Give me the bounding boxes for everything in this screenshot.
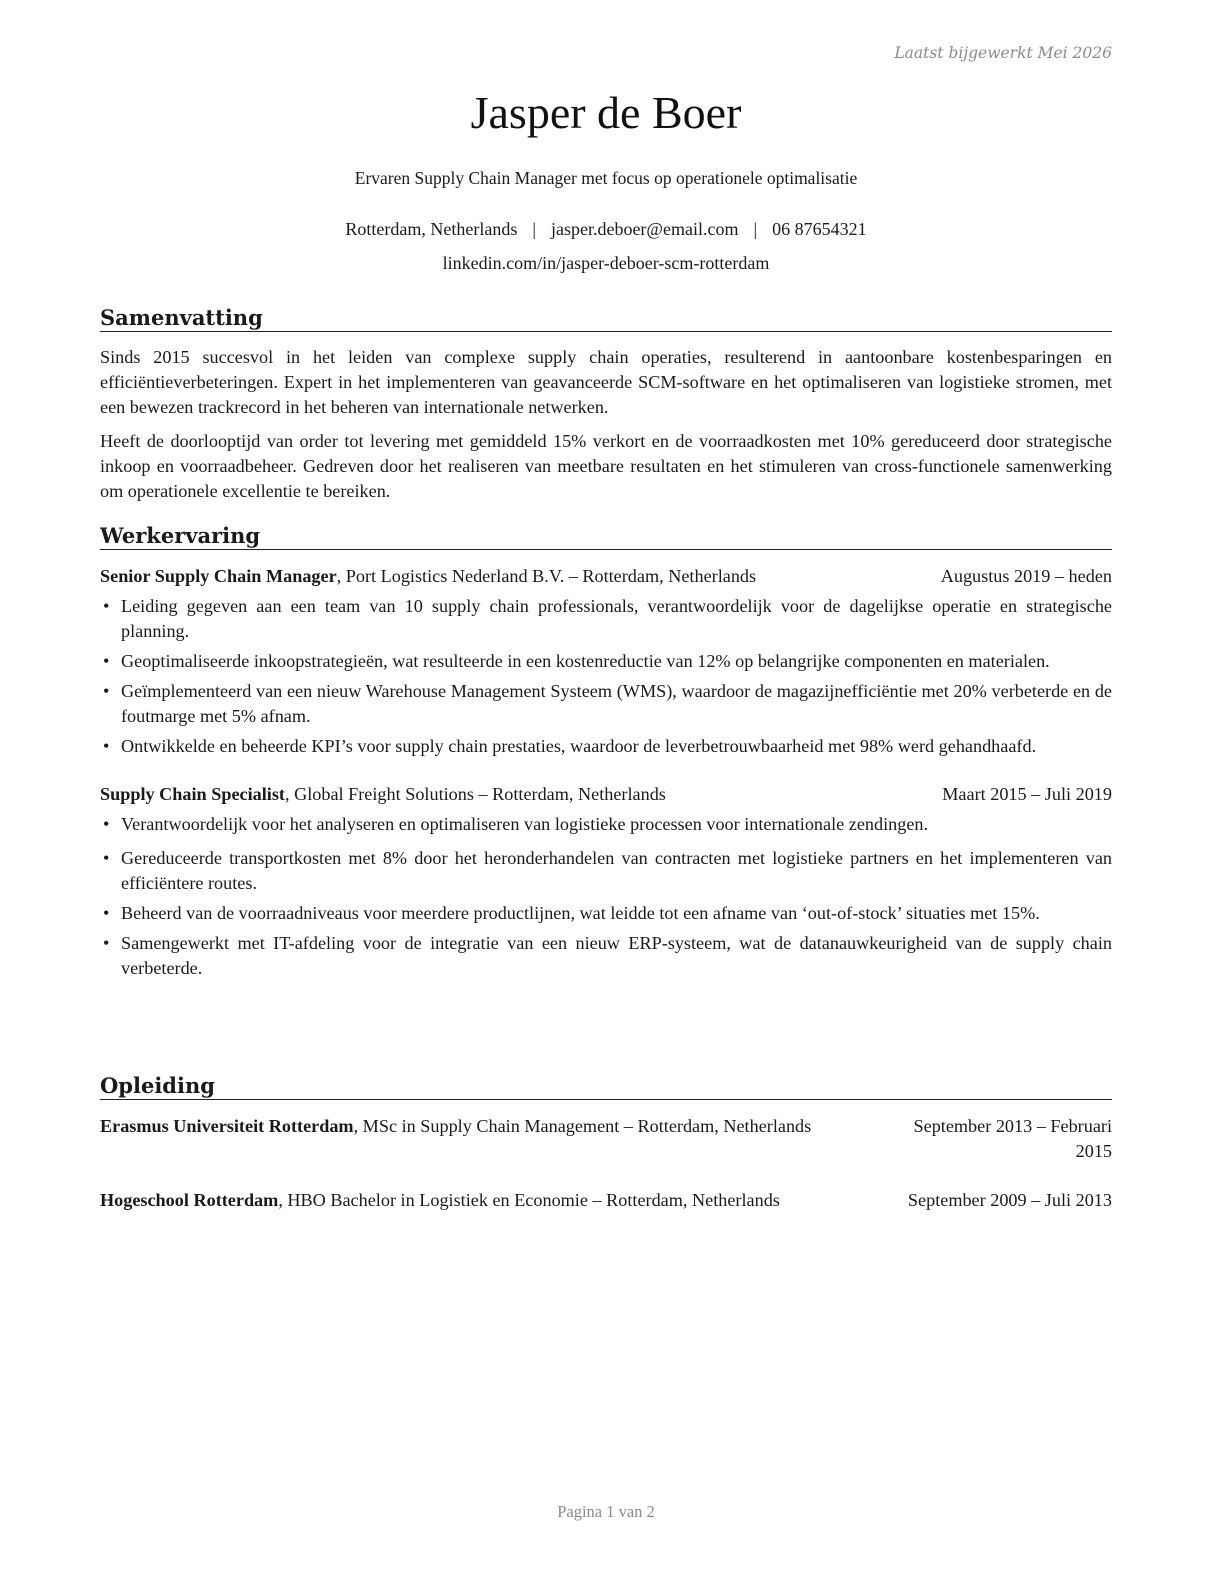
resume-page — [100, 0, 1112, 1584]
education-detail — [100, 1188, 890, 1213]
education-detail — [100, 1114, 890, 1164]
job-entry — [100, 564, 1112, 759]
candidate-name: Jasper de Boer — [470, 87, 742, 138]
job-bullet — [100, 734, 1112, 759]
education-program: , MSc in Supply Chain Management – Rotterdam, Netherlands — [353, 1116, 812, 1137]
job-header — [100, 564, 1112, 589]
bullet-icon: • — [103, 848, 110, 869]
bullet-icon: • — [103, 814, 110, 835]
bullet-text: Ontwikkelde en beheerde KPI’s voor supply chain prestaties, waardoor de leverbetrouwbaarheid met 98% werd gehandhaafd. — [121, 736, 1037, 757]
bullet-text: Samengewerkt met IT-afdeling voor de integratie van een nieuw ERP-systeem, wat de datanauwkeurigheid van de supply chain verbeterde. — [121, 933, 1112, 979]
job-dates: Augustus 2019 – heden — [940, 566, 1112, 587]
job-bullets — [100, 812, 1112, 981]
experience-section — [100, 523, 1112, 981]
page-footer: Pagina 1 van 2 — [557, 1502, 655, 1521]
job-company: , Port Logistics Nederland B.V. – Rotterdam, Netherlands — [336, 566, 757, 587]
summary-section — [100, 305, 1112, 504]
job-header — [100, 782, 1112, 807]
bullet-icon: • — [103, 933, 110, 954]
candidate-tagline: Ervaren Supply Chain Manager met focus op operationele optimalisatie — [354, 168, 858, 188]
job-bullets — [100, 594, 1112, 759]
education-program: , HBO Bachelor in Logistiek en Economie – Rotterdam, Netherlands — [278, 1190, 780, 1211]
job-dates: Maart 2015 – Juli 2019 — [942, 784, 1112, 805]
education-section — [100, 1073, 1112, 1213]
bullet-icon: • — [103, 681, 110, 702]
contact-separator: | — [532, 219, 536, 239]
summary-paragraph: Heeft de doorlooptijd van order tot levering met gemiddeld 15% verkort en de voorraadkosten met 10% gereduceerd door strategische inkoop en voorraadbeheer. Gedreven door het realiseren van meetbare resultaten en het stimuleren van cross-functionele samenwerking om operationele excellentie te bereiken. — [100, 431, 1112, 502]
contact-phone[interactable]: 06 87654321 — [772, 219, 867, 239]
job-bullet — [100, 931, 1112, 981]
bullet-icon: • — [103, 596, 110, 617]
education-entry — [100, 1114, 1112, 1164]
job-title-line — [100, 782, 666, 807]
section-title-education: Opleiding — [100, 1073, 1112, 1100]
job-bullet — [100, 846, 1112, 896]
job-role: Senior Supply Chain Manager — [100, 566, 337, 587]
job-title-line — [100, 564, 756, 589]
contact-separator: | — [753, 219, 758, 239]
summary-paragraph: Sinds 2015 succesvol in het leiden van complexe supply chain operaties, resulterend in aantoonbare kostenbesparingen en efficiëntieverbeteringen. Expert in het implementeren van geavanceerde SCM-software en het optimaliseren van logistieke stromen, met een bewezen trackrecord in het beheren van internationale netwerken. — [100, 347, 1112, 418]
job-bullet — [100, 901, 1112, 926]
bullet-text: Leiding gegeven aan een team van 10 supply chain professionals, verantwoordelijk voor de dagelijkse operatie en strategische planning. — [121, 596, 1112, 642]
bullet-text: Geoptimaliseerde inkoopstrategieën, wat resulteerde in een kostenreductie van 12% op belangrijke componenten en materialen. — [121, 651, 1050, 672]
last-updated: Laatst bijgewerkt Mei 2026 — [894, 44, 1112, 62]
bullet-text: Gereduceerde transportkosten met 8% door het heronderhandelen van contracten met logistieke partners en het implementeren van efficiëntere routes. — [121, 848, 1112, 894]
job-bullet — [100, 594, 1112, 644]
job-company: , Global Freight Solutions – Rotterdam, Netherlands — [284, 784, 666, 805]
bullet-text: Geïmplementeerd van een nieuw Warehouse Management Systeem (WMS), waardoor de magazijnefficiëntie met 20% verbeterde en de foutmarge met 5% afnam. — [121, 681, 1112, 727]
contact-line — [100, 219, 1112, 240]
job-bullet — [100, 812, 1112, 837]
bullet-text: Beheerd van de voorraadniveaus voor meerdere productlijnen, wat leidde tot een afname van ‘out-of-stock’ situaties met 15%. — [121, 903, 1040, 924]
job-bullet — [100, 679, 1112, 729]
job-role: Supply Chain Specialist — [100, 784, 285, 805]
education-school: Erasmus Universiteit Rotterdam — [100, 1116, 354, 1137]
contact-location: Rotterdam, Netherlands — [345, 219, 518, 239]
education-school: Hogeschool Rotterdam — [100, 1190, 279, 1211]
section-title-summary: Samenvatting — [100, 305, 1112, 332]
education-dates: September 2013 – Februari 2015 — [913, 1116, 1112, 1162]
bullet-icon: • — [103, 736, 110, 757]
bullet-icon: • — [103, 651, 110, 672]
education-entry — [100, 1188, 1112, 1213]
education-dates: September 2009 – Juli 2013 — [907, 1190, 1112, 1211]
contact-email[interactable]: jasper.deboer@email.com — [550, 219, 739, 239]
bullet-text: Verantwoordelijk voor het analyseren en optimaliseren van logistieke processen voor internationale zendingen. — [121, 814, 929, 835]
section-title-experience: Werkervaring — [100, 523, 1112, 550]
job-entry — [100, 782, 1112, 981]
job-bullet — [100, 649, 1112, 674]
linkedin-link[interactable]: linkedin.com/in/jasper-deboer-scm-rotterdam — [442, 253, 770, 273]
bullet-icon: • — [103, 903, 110, 924]
